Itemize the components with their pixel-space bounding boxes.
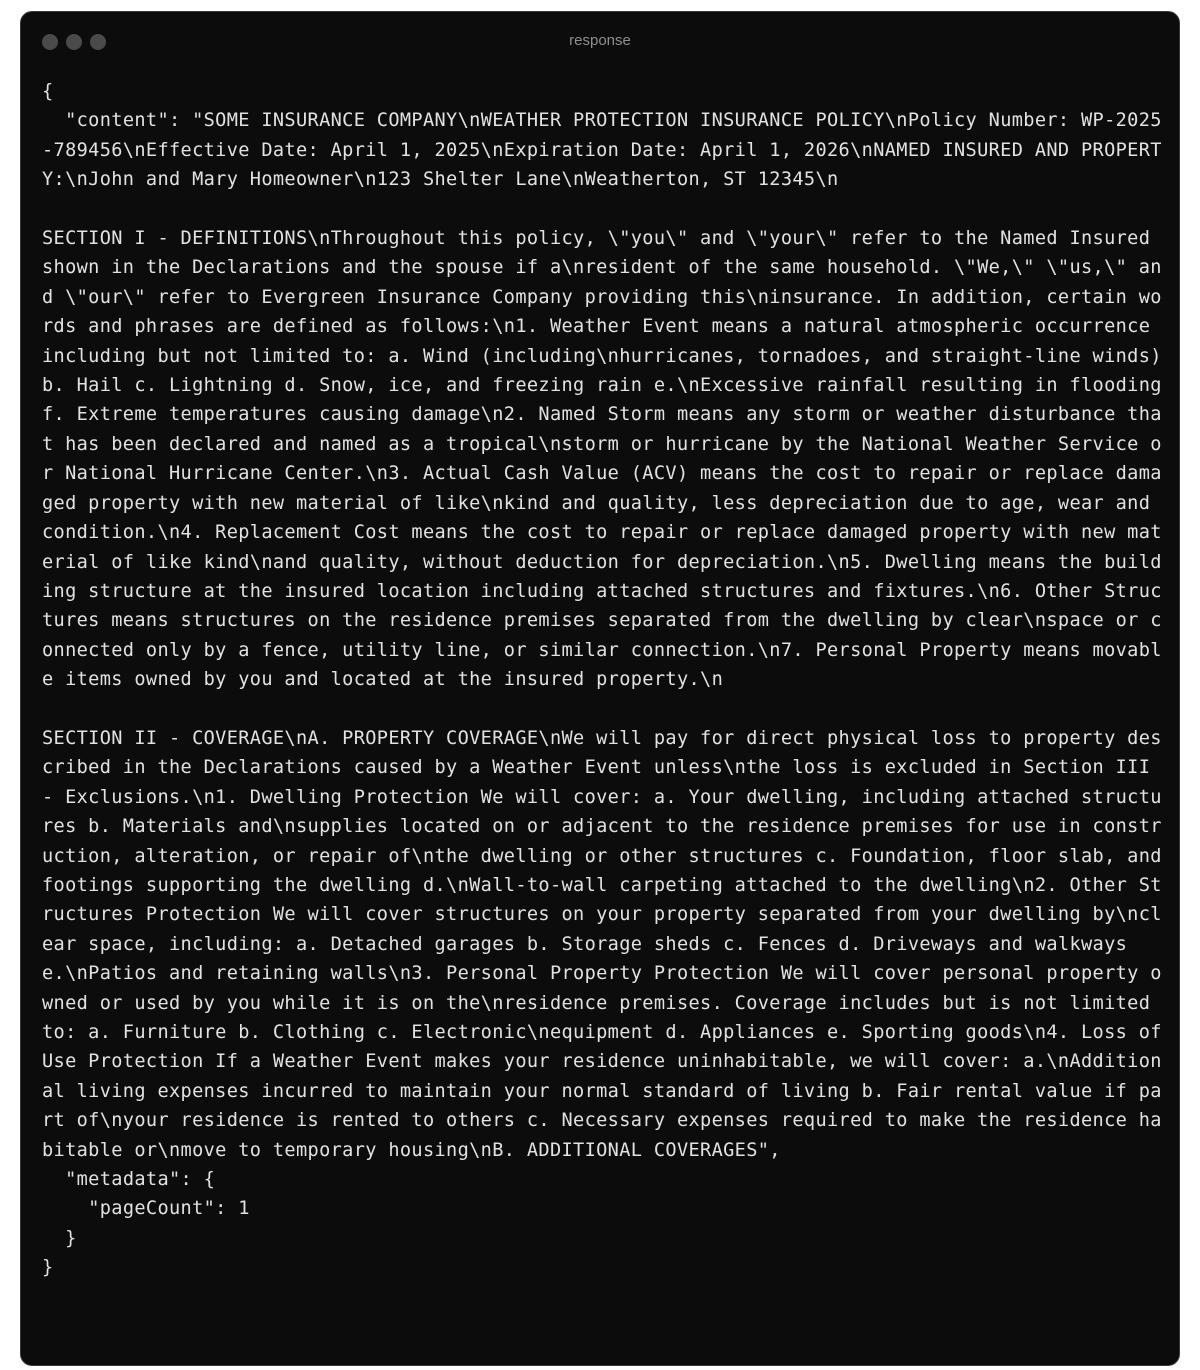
json-open-brace: { <box>42 81 54 102</box>
json-content-field: "content": "SOME INSURANCE COMPANY\nWEATHER PROTECTION INSURANCE POLICY\nPolicy Number: WP-2025-789456\nEffective Date: April 1, 2025\nExpiration Date: April 1, 2026\nNAMED INSURED AND PROPERTY:\nJohn and Mary Homeowner\n123 Shelter Lane\nWeatherton, ST 12345\n SECTION I - DEFINITIONS\nThroughout this policy, \"you\" and \"your\" refer to the Named Insured shown in the Declarations and the spouse if a\nresident of the same household. \"We,\" \"us,\" and \"our\" refer to Evergreen Insurance Company providing this\ninsurance. In addition, certain words and phrases are defined as follows:\n1. Weather Event means a natural atmospheric occurrence including but not limited to: a. Wind (including\nhurricanes, tornadoes, and straight-line winds) b. Hail c. Lightning d. Snow, ice, and freezing rain e.\nExcessive rainfall resulting in flooding f. Extreme temperatures causing damage\n2. Named Storm means any storm or weather disturbance that has been declared and named as a tropical\nstorm or hurricane by the National Weather Service or National Hurricane Center.\n3. Actual Cash Value (ACV) means the cost to repair or replace damaged property with new material of like\nkind and quality, less depreciation due to age, wear and condition.\n4. Replacement Cost means the cost to repair or replace damaged property with new material of like kind\nand quality, without deduction for depreciation.\n5. Dwelling means the building structure at the insured location including attached structures and fixtures.\n6. Other Structures means structures on the residence premises separated from the dwelling by clear\nspace or connected only by a fence, utility line, or similar connection.\n7. Personal Property means movable items owned by you and located at the insured property.\n SECTION II - COVERAGE\nA. PROPERTY COVERAGE\nWe will pay for direct physical loss to property described in the Declarations caused by a Weather Event unless\nthe loss is excluded in Section III - Exclusions.\n1. Dwelling Protection We will cover: a. Your dwelling, including attached structures b. Materials and\nsupplies located on or adjacent to the residence premises for use in construction, alteration, or repair of\nthe dwelling or other structures c. Foundation, floor slab, and footings supporting the dwelling d.\nWall-to-wall carpeting attached to the dwelling\n2. Other Structures Protection We will cover structures on your property separated from your dwelling by\nclear space, including: a. Detached garages b. Storage sheds c. Fences d. Driveways and walkways e.\nPatios and retaining walls\n3. Personal Property Protection We will cover personal property owned or used by you while it is on the\nresidence premises. Coverage includes but is not limited to: a. Furniture b. Clothing c. Electronic\nequipment d. Appliances e. Sporting goods\n4. Loss of Use Protection If a Weather Event makes your residence uninhabitable, we will cover: a.\nAdditional living expenses incurred to maintain your normal standard of living b. Fair rental value if part of\nyour residence is rented to others c. Necessary expenses required to make the residence habitable or\nmove to temporary housing\nB. ADDITIONAL COVERAGES", <box>42 110 1162 1161</box>
json-metadata-open: "metadata": { <box>42 1169 216 1191</box>
window-title: response <box>569 32 631 49</box>
response-window <box>20 11 1180 1366</box>
json-close-brace: } <box>42 1257 54 1279</box>
window-titlebar <box>21 12 1179 72</box>
json-metadata-close: } <box>42 1227 77 1249</box>
json-response-body <box>42 77 1162 1283</box>
json-page-count-field: "pageCount": 1 <box>42 1198 250 1220</box>
